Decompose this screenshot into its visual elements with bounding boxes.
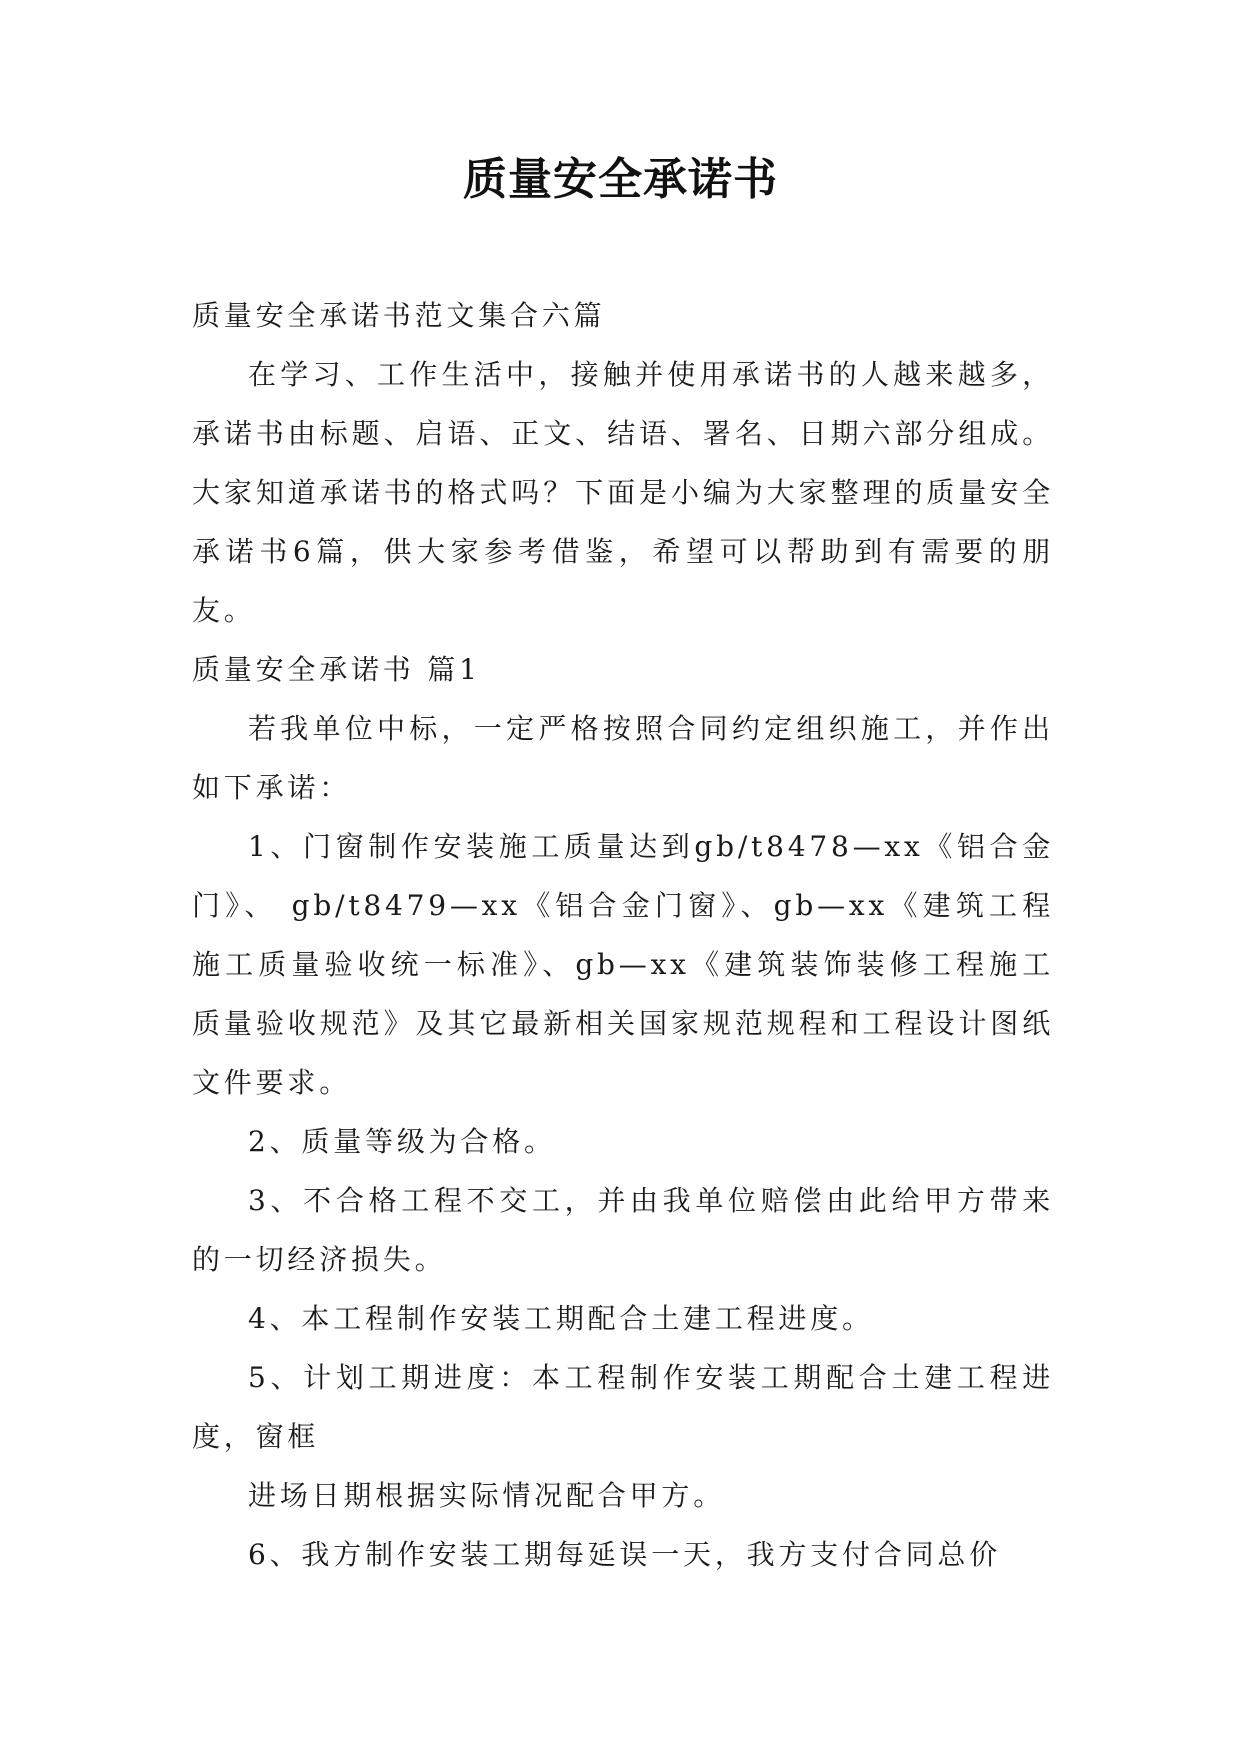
commitment-item-2: 2、质量等级为合格。 (248, 1125, 556, 1158)
commitment-item-5: 5、计划工期进度：本工程制作安装工期配合土建工程进度，窗框 (192, 1361, 1054, 1453)
collection-heading: 质量安全承诺书范文集合六篇 (192, 299, 606, 332)
commitment-item-6: 6、我方制作安装工期每延误一天，我方支付合同总价 (248, 1538, 1002, 1571)
commitment-item-3: 3、不合格工程不交工，并由我单位赔偿由此给甲方带来的一切经济损失。 (192, 1184, 1054, 1276)
document-title: 质量安全承诺书 (463, 154, 778, 205)
intro-paragraph: 在学习、工作生活中，接触并使用承诺书的人越来越多，承诺书由标题、启语、正文、结语、署名、日期六部分组成。大家知道承诺书的格式吗？下面是小编为大家整理的质量安全承诺书6篇，供大家参考借鉴，希望可以帮助到有需要的朋友。 (192, 358, 1054, 627)
paragraph: 若我单位中标，一定严格按照合同约定组织施工，并作出如下承诺： (192, 712, 1054, 804)
section-heading-1: 质量安全承诺书 篇1 (192, 653, 481, 686)
commitment-item-4: 4、本工程制作安装工期配合土建工程进度。 (248, 1302, 874, 1335)
commitment-item-1: 1、门窗制作安装施工质量达到gb/t8478—xx《铝合金门》、 gb/t8479—xx《铝合金门窗》、gb—xx《建筑工程施工质量验收统一标准》、gb—xx《建筑装饰装修工程施工质量验收规范》及其它最新相关国家规范规程和工程设计图纸文件要求。 (192, 830, 1054, 1099)
paragraph: 进场日期根据实际情况配合甲方。 (248, 1479, 726, 1512)
document-body (192, 286, 1054, 1584)
